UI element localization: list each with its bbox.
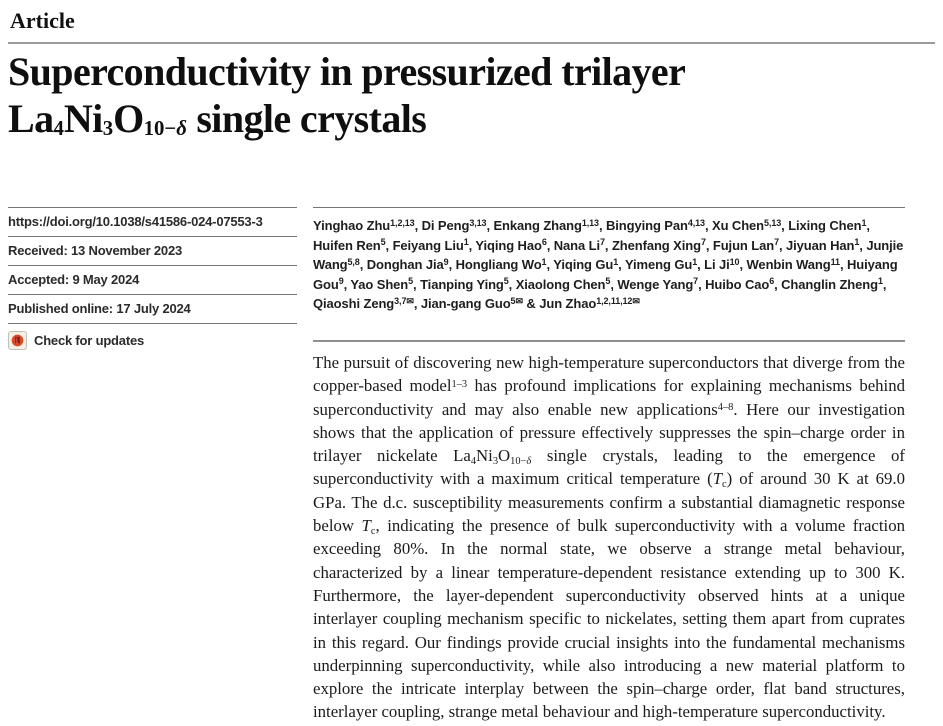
author: Yiqing Hao$^6$ [475,237,547,253]
author: Nana Li$^7$ [553,237,605,253]
author: Huiyang Gou$^9$ [313,257,898,292]
author: Yiqing Gu$^1$ [553,256,619,272]
author: Yimeng Gu$^1$ [624,256,698,272]
author: Lixing Chen$^1$ [788,217,867,233]
article-title: Superconductivity in pressurized trilayer $La_4Ni_3O_{10-\delta}$ single crystals [8,49,686,141]
author: Jun Zhao$^{1,2,11,12✉}$ [539,295,640,311]
author: Fujun Lan$^7$ [712,237,779,253]
author: Changlin Zheng$^1$ [781,276,883,292]
check-for-updates-button[interactable] [8,323,297,357]
author: Yinghao Zhu$^{1,2,13}$ [313,217,415,233]
author: Donghan Jia$^9$ [366,256,449,272]
abstract-divider [313,340,905,342]
author: Xiaolong Chen$^5$ [515,276,611,292]
author: Jiyuan Han$^1$ [786,237,860,253]
author-list: Yinghao Zhu$^{1,2,13}$, Di Peng$^{3,13}$, Enkang Zhang$^{1,13}$, Bingying Pan$^{4,13}$, Xu Chen$^{5,13}$, Lixing Chen$^1$, Huifen Ren$^5$, Feiyang Liu$^1$, Yiqing Hao$^6$, Nana Li$^7$, Zhenfang Xing$^7$, Fujun Lan$^7$, Jiyuan Han$^1$, Junjie Wang$^{5,8}$, Donghan Jia$^9$, Hongliang Wo$^1$, Yiqing Gu$^1$, Yimeng Gu$^1$, Li Ji$^{10}$, Wenbin Wang$^{11}$, Huiyang Gou$^9$, Yao Shen$^5$, Tianping Ying$^5$, Xiaolong Chen$^5$, Wenge Yang$^7$, Huibo Cao$^6$, Changlin Zheng$^1$, Qiaoshi Zeng$^{3,7✉}$, Jian-gang Guo$^{5✉}$ & Jun Zhao$^{1,2,11,12✉}$ [313,207,905,340]
author: Wenbin Wang$^{11}$ [746,256,840,272]
author: Junjie Wang$^{5,8}$ [313,237,904,272]
crossmark-icon [8,331,27,350]
author: Hongliang Wo$^1$ [455,256,547,272]
header-divider [8,42,935,44]
article-metadata-sidebar [8,207,297,357]
received-date: Received: 13 November 2023 [8,236,297,265]
author: Yao Shen$^5$ [350,276,414,292]
published-date: Published online: 17 July 2024 [8,294,297,323]
check-for-updates-label: Check for updates [34,333,145,348]
author: Feiyang Liu$^1$ [392,237,469,253]
author: Tianping Ying$^5$ [420,276,509,292]
author: Qiaoshi Zeng$^{3,7✉}$ [313,295,414,311]
author: Huifen Ren$^5$ [313,237,386,253]
author: Xu Chen$^{5,13}$ [712,217,782,233]
article-content [313,207,905,724]
accepted-date: Accepted: 9 May 2024 [8,265,297,294]
article-kicker: Article [10,8,75,33]
doi-link[interactable]: https://doi.org/10.1038/s41586-024-07553-3 [8,207,297,236]
author: Di Peng$^{3,13}$ [421,217,487,233]
author: Jian-gang Guo$^{5✉}$ [420,295,523,311]
author: Wenge Yang$^7$ [617,276,699,292]
abstract-text: The pursuit of discovering new high-temperature superconductors that diverge from the copper-based model$^{1-3}$ has profound implications for explaining mechanisms behind superconductivity and may also enable new applications$^{4-8}$. Here our investigation shows that the application of pressure effectively suppresses the spin–charge order in trilayer nickelate $La_4Ni_3O_{10-\delta}$ single crystals, leading to the emergence of superconductivity with a maximum critical temperature $(T_c)$ of around 30 K at 69.0 GPa. The d.c. susceptibility measurements confirm a substantial diamagnetic response below $T_c$, indicating the presence of bulk superconductivity with a volume fraction exceeding 80%. In the normal state, we observe a strange metal behaviour, characterized by a linear temperature-dependent resistance extending up to 300 K. Furthermore, the layer-dependent superconductivity observed hints at a unique interlayer coupling mechanism specific to nickelates, setting them apart from cuprates in this regard. Our findings provide crucial insights into the fundamental mechanisms underpinning superconductivity, while also introducing a new material platform to explore the intricate interplay between the spin–charge order, flat band structures, interlayer coupling, strange metal behaviour and high-temperature superconductivity. [313,353,906,722]
author: Li Ji$^{10}$ [704,256,740,272]
author: Enkang Zhang$^{1,13}$ [493,217,599,233]
author: Bingying Pan$^{4,13}$ [605,217,705,233]
author: Huibo Cao$^6$ [705,276,775,292]
author: Zhenfang Xing$^7$ [611,237,706,253]
